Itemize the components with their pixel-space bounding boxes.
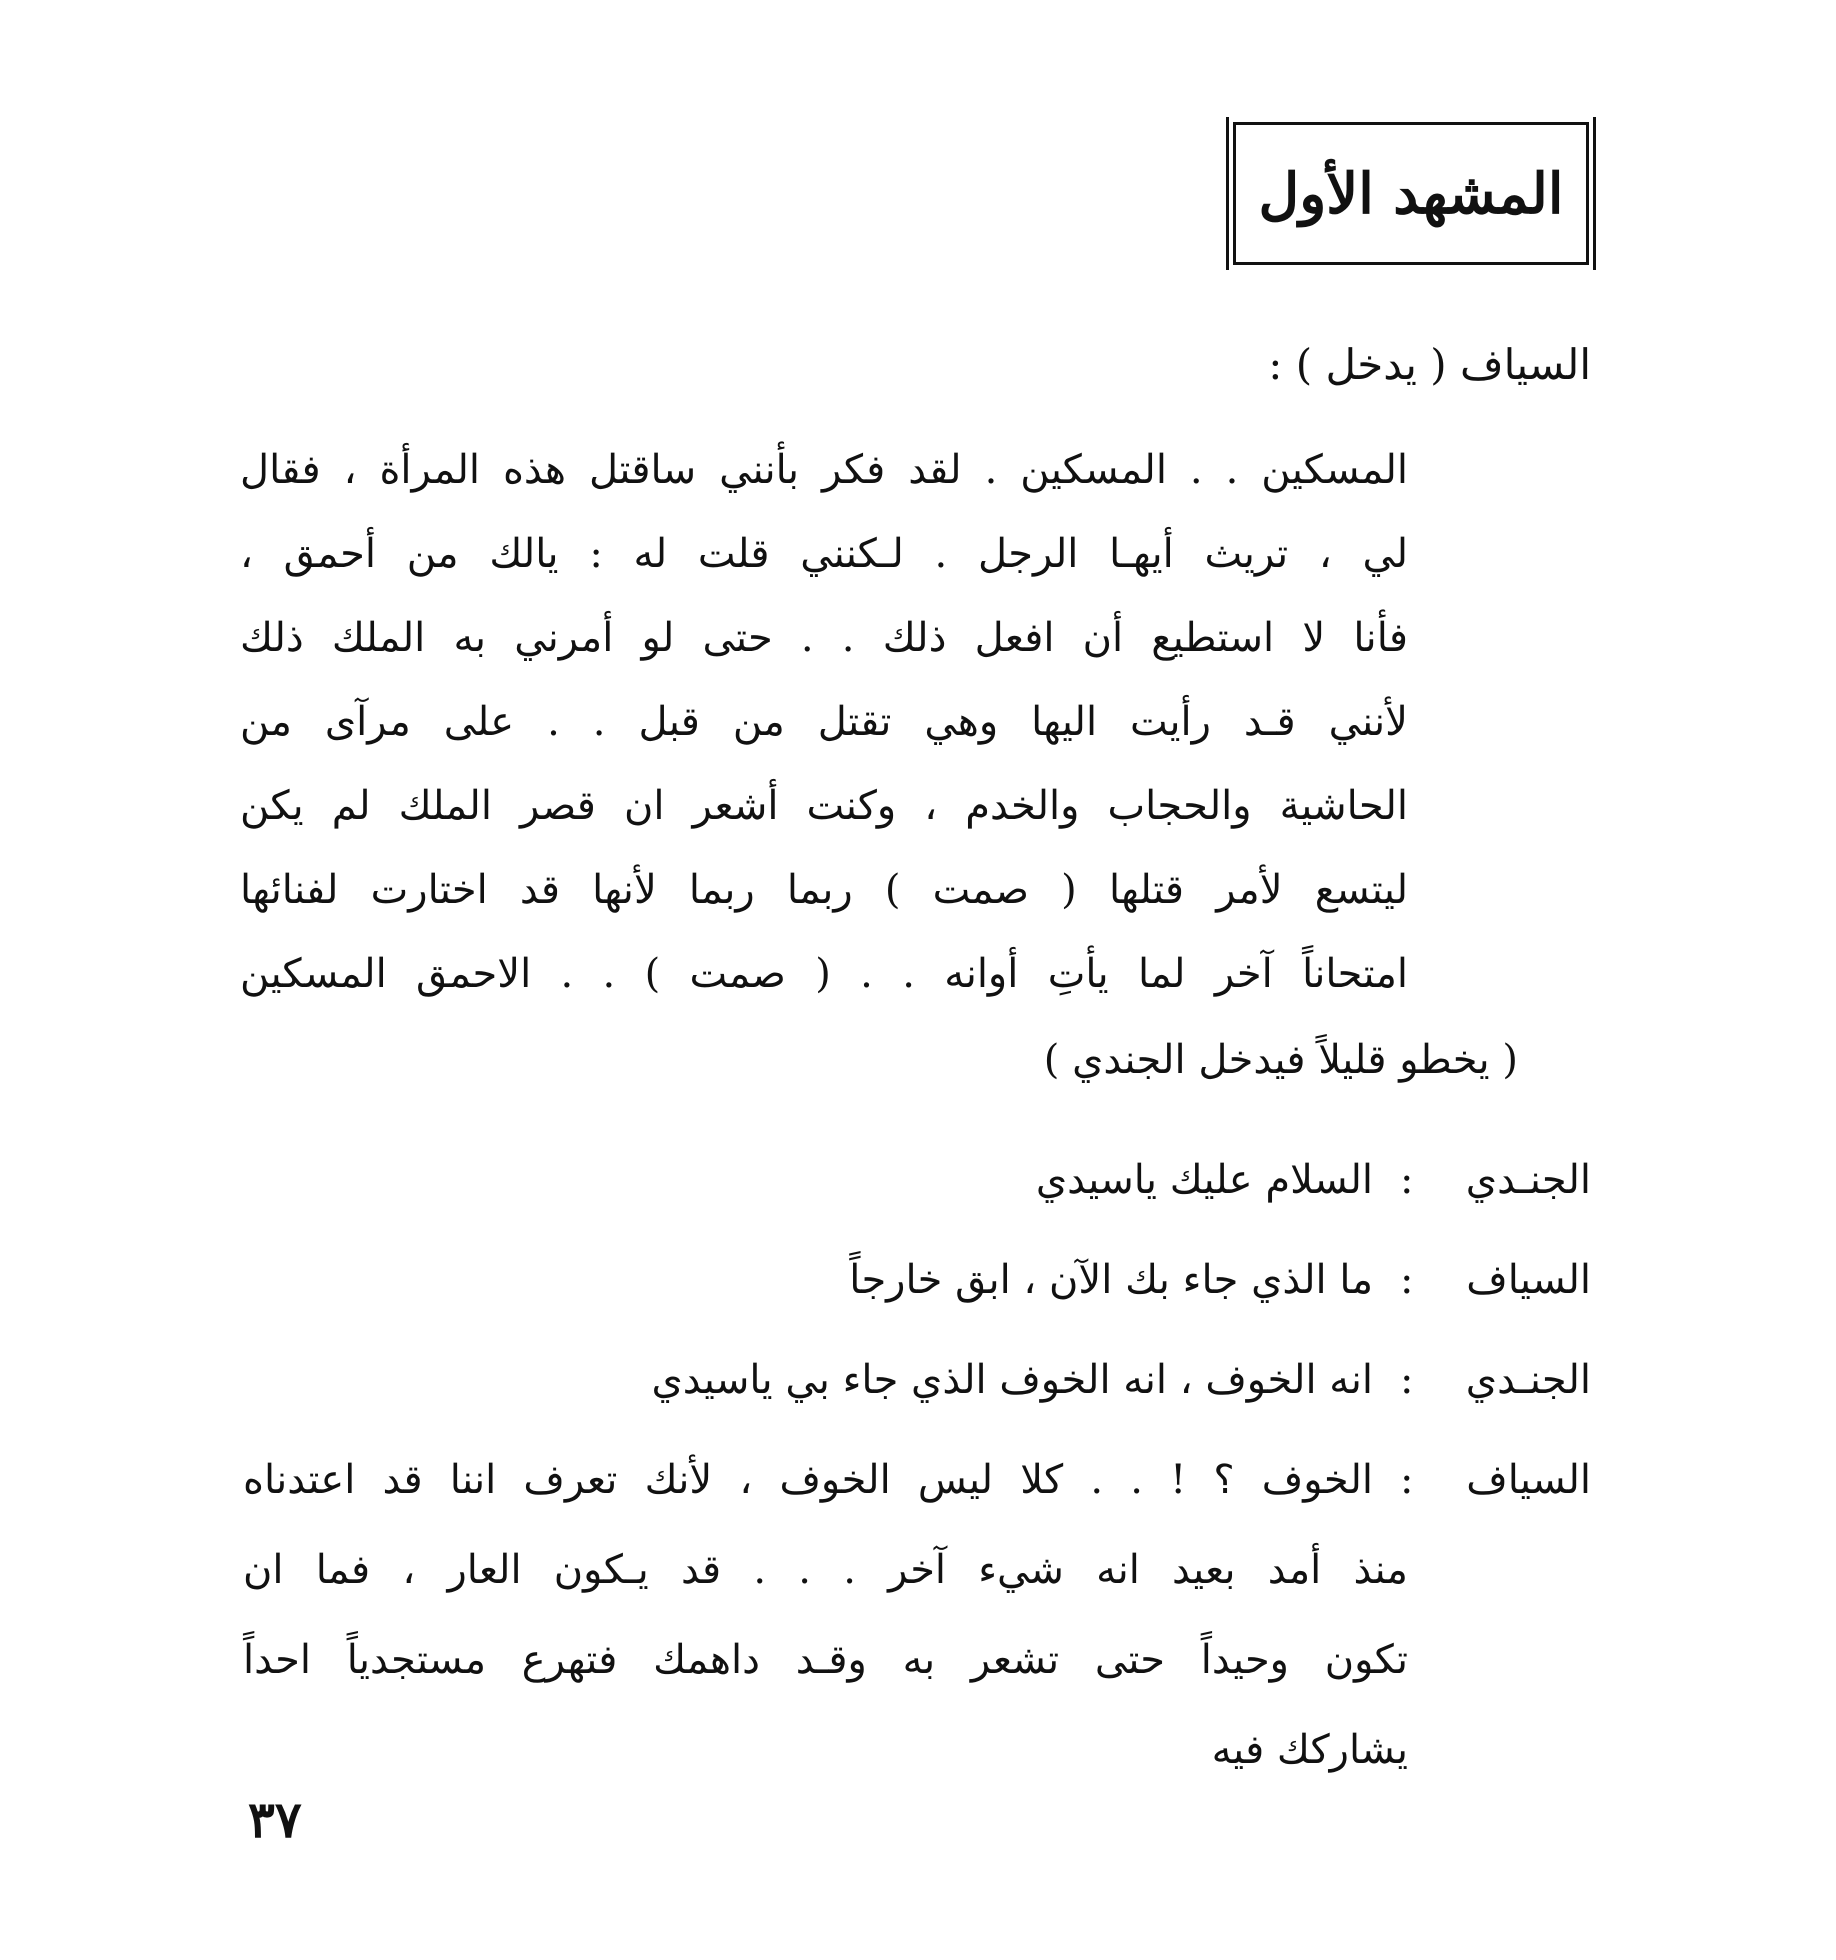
opening-stage-direction: ( يدخل ) : [1268, 340, 1447, 389]
stage-direction: ( يخطو قليلاً فيدخل الجندي ) [1043, 1037, 1518, 1083]
scene-title-box [1233, 122, 1589, 265]
dialogue-line: ما الذي جاء بك الآن ، ابق خارجاً [849, 1257, 1373, 1303]
dialogue-line: منذ أمد بعيد انه شيء آخر . . . قد يـكون العار ، فما ان [243, 1547, 1408, 1593]
dialogue-line: السلام عليك ياسيدي [1035, 1157, 1373, 1203]
monologue-line: امتحاناً آخر لما يأتِ أوانه . . ( صمت ) . . الاحمق المسكين [240, 951, 1408, 997]
monologue-line: لأنني قـد رأيت اليها وهي تقتل من قبل . . على مرآى من [240, 699, 1408, 745]
dialogue-colon: : [1400, 1157, 1414, 1203]
dialogue-colon: : [1400, 1357, 1414, 1403]
monologue-line: ليتسع لأمر قتلها ( صمت ) ربما ربما لأنها قد اختارت لفنائها [240, 867, 1408, 913]
monologue-line: لي ، تريث أيهـا الرجل . لـكنني قلت له : يالك من أحمق ، [240, 531, 1408, 577]
monologue-line: المسكين . . المسكين . لقد فكر بأنني ساقتل هذه المرأة ، فقال [240, 447, 1408, 493]
monologue-line: فأنا لا استطيع أن افعل ذلك . . حتى لو أمرني به الملك ذلك [240, 615, 1408, 661]
opening-speaker: السياف [1460, 340, 1591, 389]
dialogue-line: يشاركك فيه [1211, 1727, 1408, 1773]
scene-title: المشهد الأول [1258, 160, 1564, 227]
page-number: ٣٧ [248, 1790, 302, 1849]
dialogue-speaker: الجنـدي [1465, 1357, 1591, 1403]
dialogue-line: تكون وحيداً حتى تشعر به وقـد داهمك فتهرع مستجدياً احداً [243, 1637, 1409, 1683]
dialogue-line: انه الخوف ، انه الخوف الذي جاء بي ياسيدي [651, 1357, 1373, 1403]
dialogue-speaker: السياف [1466, 1257, 1591, 1303]
monologue-line: الحاشية والحجاب والخدم ، وكنت أشعر ان قصر الملك لم يكن [240, 783, 1408, 829]
dialogue-colon: : [1400, 1257, 1414, 1303]
opening-speaker-line [1268, 335, 1591, 395]
dialogue-speaker: السياف [1466, 1457, 1591, 1503]
dialogue-speaker: الجنـدي [1465, 1157, 1591, 1203]
dialogue-line: الخوف ؟ ! . . كلا ليس الخوف ، لأنك تعرف اننا قد اعتدناه [243, 1457, 1373, 1503]
dialogue-colon: : [1400, 1457, 1414, 1503]
